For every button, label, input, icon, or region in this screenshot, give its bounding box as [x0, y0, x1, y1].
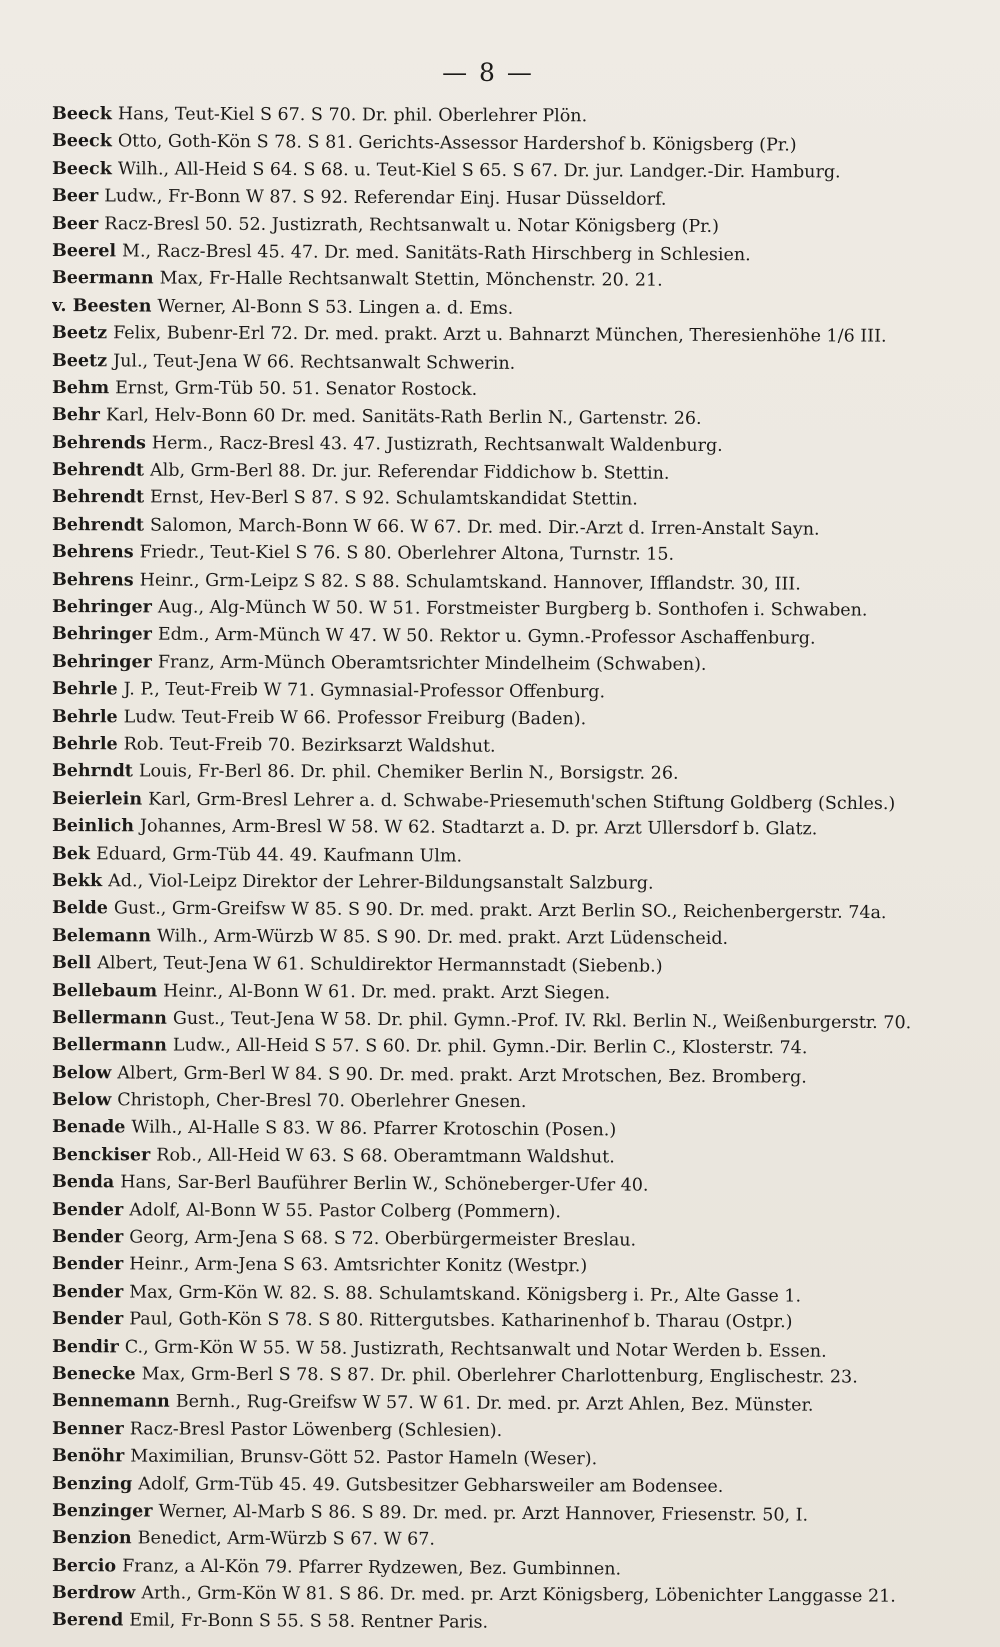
entry-surname: Bekk — [51, 870, 103, 892]
entry-surname: Beetz — [51, 323, 108, 344]
directory-entry — [52, 978, 952, 1009]
entry-surname: Beer — [51, 186, 99, 207]
directory-entry — [52, 156, 952, 187]
entry-surname: Belemann — [51, 925, 152, 947]
entry-surname: Behrendt — [51, 487, 145, 508]
directory-entry — [52, 868, 952, 899]
entry-surname: Bennemann — [51, 1391, 170, 1413]
entry-surname: Benda — [51, 1172, 115, 1193]
entry-details: Adolf, Al-Bonn W 55. Pastor Colberg (Pommern). — [129, 1199, 561, 1222]
entry-details: Franz, a Al-Kön 79. Pfarrer Rydzewen, Bez. Gumbinnen. — [122, 1556, 622, 1580]
directory-entry — [52, 265, 952, 296]
entry-details: Franz, Arm-Münch Oberamtsrichter Mindelheim (Schwaben). — [157, 652, 707, 675]
entry-details: C., Grm-Kön W 55. W 58. Justizrath, Rechtsanwalt und Notar Werden b. Essen. — [124, 1337, 827, 1362]
entry-surname: Bercio — [51, 1555, 117, 1577]
directory-entry — [52, 704, 952, 735]
entry-details: Rob. Teut-Freib 70. Bezirksarzt Waldshut. — [123, 734, 496, 757]
directory-entry — [52, 211, 952, 242]
entry-list — [52, 101, 952, 1635]
entry-surname: Beierlein — [51, 788, 143, 810]
entry-surname: Beeck — [51, 131, 112, 152]
entry-surname: Behrens — [51, 542, 134, 563]
entry-details: Heinr., Grm-Leipz S 82. S 88. Schulamtskand. Hannover, Ifflandstr. 30, III. — [139, 570, 801, 595]
directory-entry — [52, 375, 952, 406]
entry-surname: Behrle — [51, 706, 118, 727]
entry-details: Max, Grm-Kön W. 82. S. 88. Schulamtskand. Königsberg i. Pr., Alte Gasse 1. — [129, 1282, 802, 1307]
entry-details: Heinr., Al-Bonn W 61. Dr. med. prakt. Arzt Siegen. — [163, 980, 611, 1003]
entry-details: Wilh., Al-Halle S 83. W 86. Pfarrer Krotoschin (Posen.) — [131, 1117, 617, 1141]
entry-details: Ernst, Grm-Tüb 50. 51. Senator Rostock. — [115, 378, 478, 400]
directory-entry — [52, 758, 952, 789]
page-number: — 8 — — [442, 58, 534, 87]
entry-surname: Bellermann — [51, 1007, 167, 1029]
entry-details: Hans, Teut-Kiel S 67. S 70. Dr. phil. Oberlehrer Plön. — [117, 104, 588, 127]
entry-details: Benedict, Arm-Würzb S 67. W 67. — [137, 1528, 436, 1550]
entry-details: Ad., Viol-Leipz Direktor der Lehrer-Bildungsanstalt Salzburg. — [108, 871, 654, 894]
entry-details: Felix, Bubenr-Erl 72. Dr. med. prakt. Arzt u. Bahnarzt München, Theresienhöhe 1/6 III. — [113, 323, 887, 347]
entry-details: Max, Fr-Halle Rechtsanwalt Stettin, Mönchenstr. 20. 21. — [159, 268, 663, 292]
entry-surname: Behringer — [51, 651, 152, 673]
directory-entry — [52, 1471, 952, 1502]
entry-surname: Berend — [51, 1610, 124, 1631]
entry-surname: Benzinger — [51, 1500, 153, 1522]
entry-surname: Behrendt — [51, 514, 145, 536]
directory-entry — [52, 320, 952, 351]
entry-details: Georg, Arm-Jena S 68. S 72. Oberbürgermeister Breslau. — [129, 1227, 637, 1251]
entry-details: Hans, Sar-Berl Bauführer Berlin W., Schöneberger-Ufer 40. — [120, 1172, 649, 1196]
entry-surname: Below — [51, 1090, 112, 1111]
directory-entry — [52, 1525, 952, 1556]
directory-entry — [52, 923, 952, 954]
entry-details: Wilh., Arm-Würzb W 85. S 90. Dr. med. prakt. Arzt Lüdenscheid. — [156, 926, 729, 949]
entry-details: Adolf, Grm-Tüb 45. 49. Gutsbesitzer Gebharsweiler am Bodensee. — [138, 1473, 724, 1497]
entry-surname: Beeck — [51, 158, 112, 180]
entry-details: Karl, Helv-Bonn 60 Dr. med. Sanitäts-Rath Berlin N., Gartenstr. 26. — [105, 405, 702, 430]
directory-entry — [52, 1142, 952, 1173]
directory-entry — [52, 1251, 952, 1282]
directory-entry — [52, 594, 952, 625]
entry-details: Ludw., All-Heid S 57. S 60. Dr. phil. Gymn.-Dir. Berlin C., Klosterstr. 74. — [172, 1035, 808, 1059]
entry-details: Racz-Bresl Pastor Löwenberg (Schlesien). — [129, 1419, 503, 1441]
entry-surname: Benzing — [51, 1473, 133, 1494]
entry-surname: Benner — [51, 1418, 124, 1440]
entry-surname: Beinlich — [51, 816, 135, 837]
entry-surname: Behrndt — [51, 761, 133, 782]
entry-details: Max, Grm-Berl S 78. S 87. Dr. phil. Oberlehrer Charlottenburg, Englischestr. 23. — [141, 1364, 858, 1388]
directory-entry — [52, 101, 952, 132]
directory-entry — [52, 1580, 952, 1611]
entry-surname: Benckiser — [51, 1144, 151, 1166]
entry-surname: Behrle — [51, 733, 118, 755]
entry-details: Racz-Bresl 50. 52. Justizrath, Rechtsanwalt u. Notar Königsberg (Pr.) — [104, 213, 720, 237]
entry-surname: Beer — [51, 213, 99, 234]
entry-surname: Behrendt — [51, 460, 145, 481]
entry-details: Johannes, Arm-Bresl W 58. W 62. Stadtarzt a. D. pr. Arzt Ullersdorf b. Glatz. — [139, 816, 818, 840]
entry-surname: Bender — [51, 1281, 124, 1303]
entry-details: Gust., Teut-Jena W 58. Dr. phil. Gymn.-Prof. IV. Rkl. Berlin N., Weißenburgerstr. 70. — [172, 1008, 912, 1034]
directory-entry — [52, 484, 952, 515]
entry-details: Rob., All-Heid W 63. S 68. Oberamtmann Waldshut. — [156, 1145, 615, 1168]
entry-surname: Belde — [51, 898, 109, 919]
directory-entry — [52, 1032, 952, 1063]
entry-details: Herm., Racz-Bresl 43. 47. Justizrath, Rechtsanwalt Waldenburg. — [151, 433, 723, 456]
entry-details: Paul, Goth-Kön S 78. S 80. Rittergutsbes. Katharinenhof b. Tharau (Ostpr.) — [129, 1309, 793, 1333]
entry-surname: Behringer — [51, 624, 152, 646]
entry-details: Eduard, Grm-Tüb 44. 49. Kaufmann Ulm. — [96, 843, 463, 867]
entry-surname: v. Beesten — [51, 295, 152, 317]
entry-details: Otto, Goth-Kön S 78. S 81. Gerichts-Assessor Hardershof b. Königsberg (Pr.) — [117, 131, 797, 156]
entry-details: Salomon, March-Bonn W 66. W 67. Dr. med. Dir.-Arzt d. Irren-Anstalt Sayn. — [149, 515, 820, 540]
entry-details: Karl, Grm-Bresl Lehrer a. d. Schwabe-Priesemuth'schen Stiftung Goldberg (Schles.) — [148, 789, 896, 814]
entry-details: Friedr., Teut-Kiel S 76. S 80. Oberlehrer Altona, Turnstr. 15. — [139, 542, 675, 565]
entry-surname: Bender — [51, 1199, 124, 1220]
entry-surname: Bender — [51, 1309, 124, 1330]
directory-entry — [52, 1607, 952, 1640]
entry-surname: Behr — [51, 405, 100, 426]
entry-details: Christoph, Cher-Bresl 70. Oberlehrer Gnesen. — [117, 1090, 527, 1113]
entry-details: Arth., Grm-Kön W 81. S 86. Dr. med. pr. Arzt Königsberg, Löbenichter Langgasse 21. — [141, 1583, 896, 1607]
entry-surname: Behrle — [51, 679, 118, 700]
entry-surname: Behrens — [51, 569, 134, 591]
entry-details: Werner, Al-Marb S 86. S 89. Dr. med. pr. Arzt Hannover, Friesenstr. 50, I. — [158, 1501, 809, 1526]
entry-details: Ernst, Hev-Berl S 87. S 92. Schulamtskandidat Stettin. — [150, 487, 638, 511]
directory-entry — [52, 539, 952, 570]
entry-surname: Benade — [51, 1117, 126, 1138]
entry-details: Albert, Grm-Berl W 84. S 90. Dr. med. prakt. Arzt Mrotschen, Bez. Bromberg. — [117, 1063, 807, 1088]
entry-details: Gust., Grm-Greifsw W 85. S 90. Dr. med. prakt. Arzt Berlin SO., Reichenbergerstr. 74a. — [113, 898, 887, 924]
entry-surname: Behrends — [51, 432, 146, 454]
directory-entry — [52, 1306, 952, 1337]
directory-entry — [52, 1197, 952, 1228]
entry-details: Wilh., All-Heid S 64. S 68. u. Teut-Kiel S 65. S 67. Dr. jur. Landger.-Dir. Hamburg. — [117, 159, 841, 183]
entry-details: Alb, Grm-Berl 88. Dr. jur. Referendar Fiddichow b. Stettin. — [149, 460, 670, 484]
entry-details: Ludw. Teut-Freib W 66. Professor Freiburg (Baden). — [123, 706, 587, 729]
entry-details: Werner, Al-Bonn S 53. Lingen a. d. Ems. — [157, 296, 514, 319]
entry-surname: Behringer — [51, 597, 152, 618]
entry-surname: Bellebaum — [51, 980, 158, 1001]
entry-surname: Beeck — [51, 104, 112, 125]
directory-entry — [52, 813, 952, 844]
entry-details: Ludw., Fr-Bonn W 87. S 92. Referendar Einj. Husar Düsseldorf. — [104, 186, 667, 210]
entry-surname: Bell — [51, 953, 92, 974]
entry-details: J. P., Teut-Freib W 71. Gymnasial-Professor Offenburg. — [123, 679, 606, 703]
directory-entry — [52, 649, 952, 680]
entry-surname: Berdrow — [51, 1583, 136, 1604]
directory-entry — [52, 1087, 952, 1118]
entry-surname: Bek — [51, 843, 91, 864]
directory-entry — [52, 1361, 952, 1392]
entry-surname: Beermann — [51, 268, 154, 289]
entry-surname: Benöhr — [51, 1446, 125, 1467]
entry-details: Edm., Arm-Münch W 47. W 50. Rektor u. Gymn.-Professor Aschaffenburg. — [157, 625, 816, 650]
entry-details: Bernh., Rug-Greifsw W 57. W 61. Dr. med. pr. Arzt Ahlen, Bez. Münster. — [175, 1392, 814, 1417]
entry-surname: Bender — [51, 1227, 124, 1248]
entry-details: Emil, Fr-Bonn S 55. S 58. Rentner Paris. — [129, 1610, 489, 1634]
entry-surname: Below — [51, 1062, 112, 1084]
entry-details: Aug., Alg-Münch W 50. W 51. Forstmeister Burgberg b. Sonthofen i. Schwaben. — [157, 597, 868, 621]
entry-surname: Bellermann — [51, 1035, 167, 1056]
entry-details: Jul., Teut-Jena W 66. Rechtsanwalt Schwerin. — [113, 350, 516, 374]
entry-surname: Benecke — [51, 1363, 136, 1385]
entry-surname: Beerel — [51, 240, 117, 262]
entry-surname: Bender — [51, 1254, 124, 1275]
entry-surname: Bendir — [51, 1336, 119, 1357]
directory-entry — [52, 430, 952, 461]
entry-details: Albert, Teut-Jena W 61. Schuldirektor Hermannstadt (Siebenb.) — [97, 953, 663, 977]
entry-details: Louis, Fr-Berl 86. Dr. phil. Chemiker Berlin N., Borsigstr. 26. — [138, 761, 679, 785]
entry-details: Maximilian, Brunsv-Gött 52. Pastor Hameln (Weser). — [130, 1446, 598, 1470]
entry-surname: Benzion — [51, 1528, 132, 1549]
entry-surname: Beetz — [51, 350, 108, 371]
directory-entry — [52, 1416, 952, 1447]
entry-details: Heinr., Arm-Jena S 63. Amtsrichter Konitz (Westpr.) — [129, 1254, 588, 1277]
entry-details: M., Racz-Bresl 45. 47. Dr. med. Sanitäts-Rath Hirschberg in Schlesien. — [122, 241, 751, 266]
entry-surname: Behm — [51, 377, 110, 399]
